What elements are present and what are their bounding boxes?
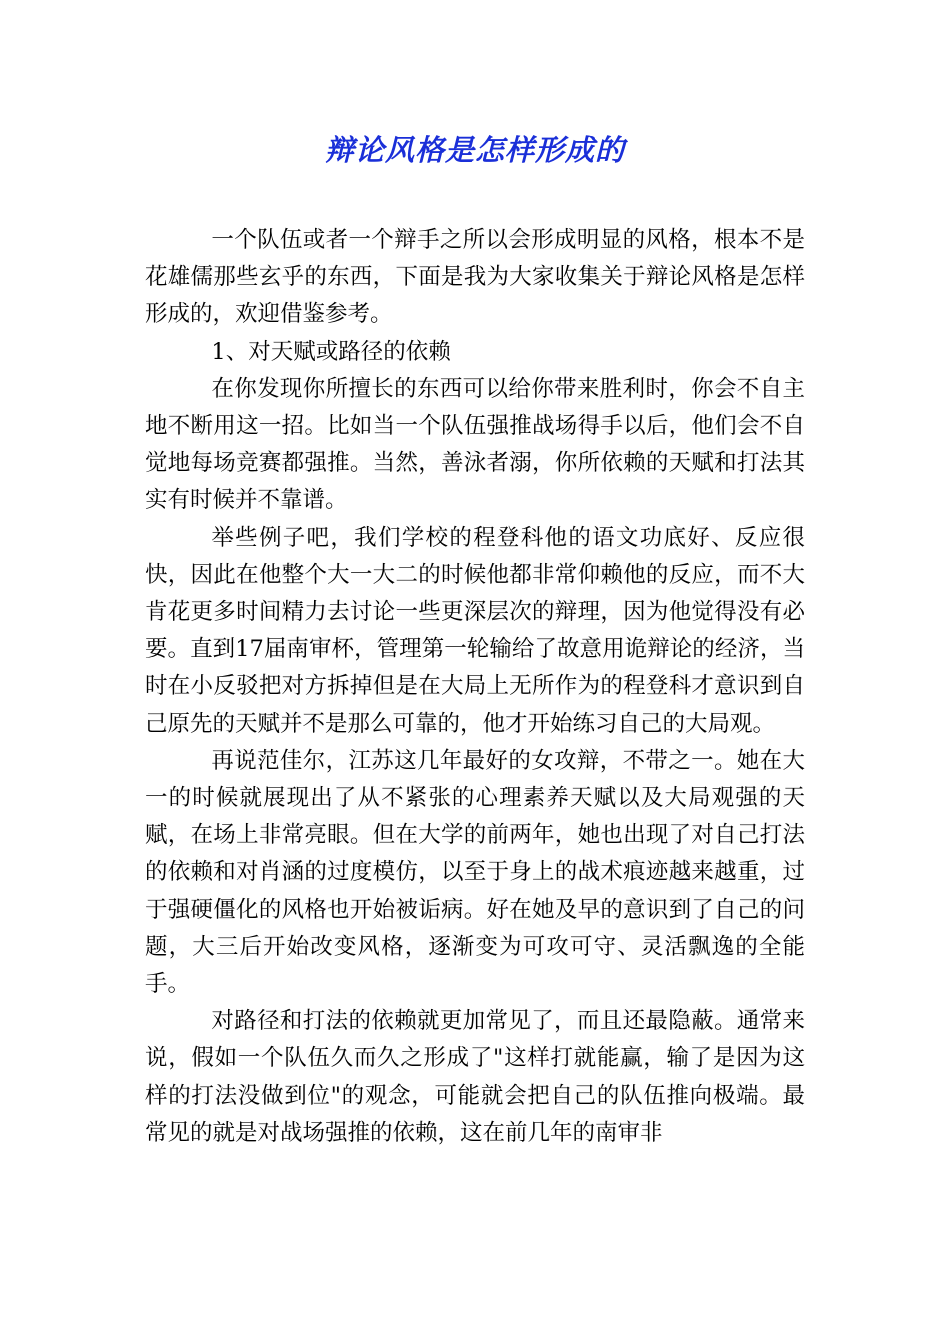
paragraph: 举些例子吧，我们学校的程登科他的语文功底好、反应很快，因此在他整个大一大二的时候他都非常仰赖他的反应，而不大肯花更多时间精力去讨论一些更深层次的辩理，因为他觉得没有必要。直到17届南审杯，管理第一轮输给了故意用诡辩论的经济，当时在小反驳把对方拆掉但是在大局上无所作为的程登科才意识到自己原先的天赋并不是那么可靠的，他才开始练习自己的大局观。 (145, 524, 805, 737)
paragraph: 对路径和打法的依赖就更加常见了，而且还最隐蔽。通常来说，假如一个队伍久而久之形成了"这样打就能赢，输了是因为这样的打法没做到位"的观念，可能就会把自己的队伍推向极端。最常见的就是对战场强推的依赖，这在前几年的南审非 (145, 1008, 805, 1146)
document-title: 辩论风格是怎样形成的 (324, 133, 625, 167)
section-heading: 1、对天赋或路径的依赖 (211, 338, 451, 365)
paragraph-intro: 一个队伍或者一个辩手之所以会形成明显的风格，根本不是花雄儒那些玄乎的东西，下面是我为大家收集关于辩论风格是怎样形成的，欢迎借鉴参考。 (145, 227, 805, 328)
paragraph: 再说范佳尔，江苏这几年最好的女攻辩，不带之一。她在大一的时候就展现出了从不紧张的心理素养天赋以及大局观强的天赋，在场上非常亮眼。但在大学的前两年，她也出现了对自己打法的依赖和对肖涵的过度模仿，以至于身上的战术痕迹越来越重，过于强硬僵化的风格也开始被诟病。好在她及早的意识到了自己的问题，大三后开始改变风格，逐渐变为可攻可守、灵活飘逸的全能手。 (145, 747, 805, 998)
paragraph: 在你发现你所擅长的东西可以给你带来胜利时，你会不自主地不断用这一招。比如当一个队伍强推战场得手以后，他们会不自觉地每场竞赛都强推。当然，善泳者溺，你所依赖的天赋和打法其实有时候并不靠谱。 (145, 375, 805, 514)
document-body (145, 222, 805, 1152)
